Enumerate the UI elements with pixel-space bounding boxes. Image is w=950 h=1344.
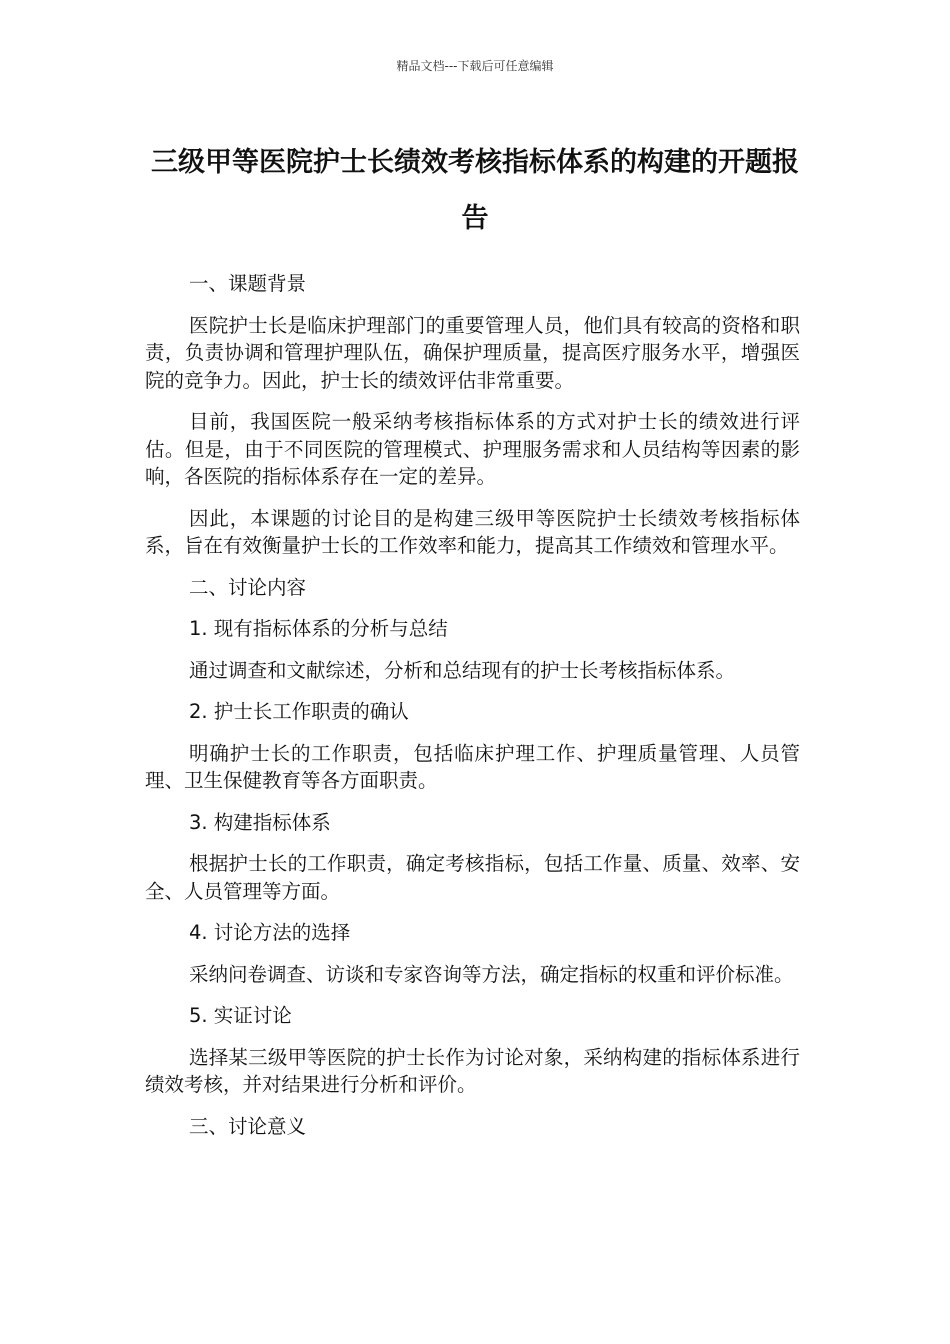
section-heading: 三、讨论意义	[189, 1114, 307, 1138]
body-paragraph: 通过调查和文献综述，分析和总结现有的护士长考核指标体系。	[189, 658, 736, 682]
document-body	[145, 270, 800, 1154]
section-heading: 一、课题背景	[189, 272, 307, 295]
body-paragraph: 根据护士长的工作职责，确定考核指标，包括工作量、质量、效率、安全、人员管理等方面。	[145, 852, 800, 903]
body-paragraph: 目前，我国医院一般采纳考核指标体系的方式对护士长的绩效进行评估。但是，由于不同医院的管理模式、护理服务需求和人员结构等因素的影响，各医院的指标体系存在一定的差异。	[145, 410, 800, 488]
section-heading: 二、讨论内容	[189, 575, 307, 599]
body-paragraph: 采纳问卷调查、访谈和专家咨询等方法，确定指标的权重和评价标准。	[189, 962, 794, 986]
section-heading: 1. 现有指标体系的分析与总结	[189, 617, 448, 640]
section-heading: 4. 讨论方法的选择	[189, 921, 351, 944]
body-paragraph: 选择某三级甲等医院的护士长作为讨论对象，采纳构建的指标体系进行绩效考核，并对结果进行分析和评价。	[145, 1045, 800, 1096]
section-heading: 3. 构建指标体系	[189, 810, 331, 834]
document-title: 三级甲等医院护士长绩效考核指标体系的构建的开题报告	[151, 147, 799, 234]
body-paragraph: 因此，本课题的讨论目的是构建三级甲等医院护士长绩效考核指标体系，旨在有效衡量护士长的工作效率和能力，提高其工作绩效和管理水平。	[145, 506, 800, 557]
section-heading: 2. 护士长工作职责的确认	[189, 700, 409, 723]
body-paragraph: 医院护士长是临床护理部门的重要管理人员，他们具有较高的资格和职责，负责协调和管理护理队伍，确保护理质量，提高医疗服务水平，增强医院的竞争力。因此，护士长的绩效评估非常重要。	[145, 313, 800, 392]
body-paragraph: 明确护士长的工作职责，包括临床护理工作、护理质量管理、人员管理、卫生保健教育等各方面职责。	[145, 741, 800, 792]
header-note: 精品文档---下载后可任意编辑	[396, 59, 554, 73]
section-heading: 5. 实证讨论	[189, 1004, 292, 1027]
